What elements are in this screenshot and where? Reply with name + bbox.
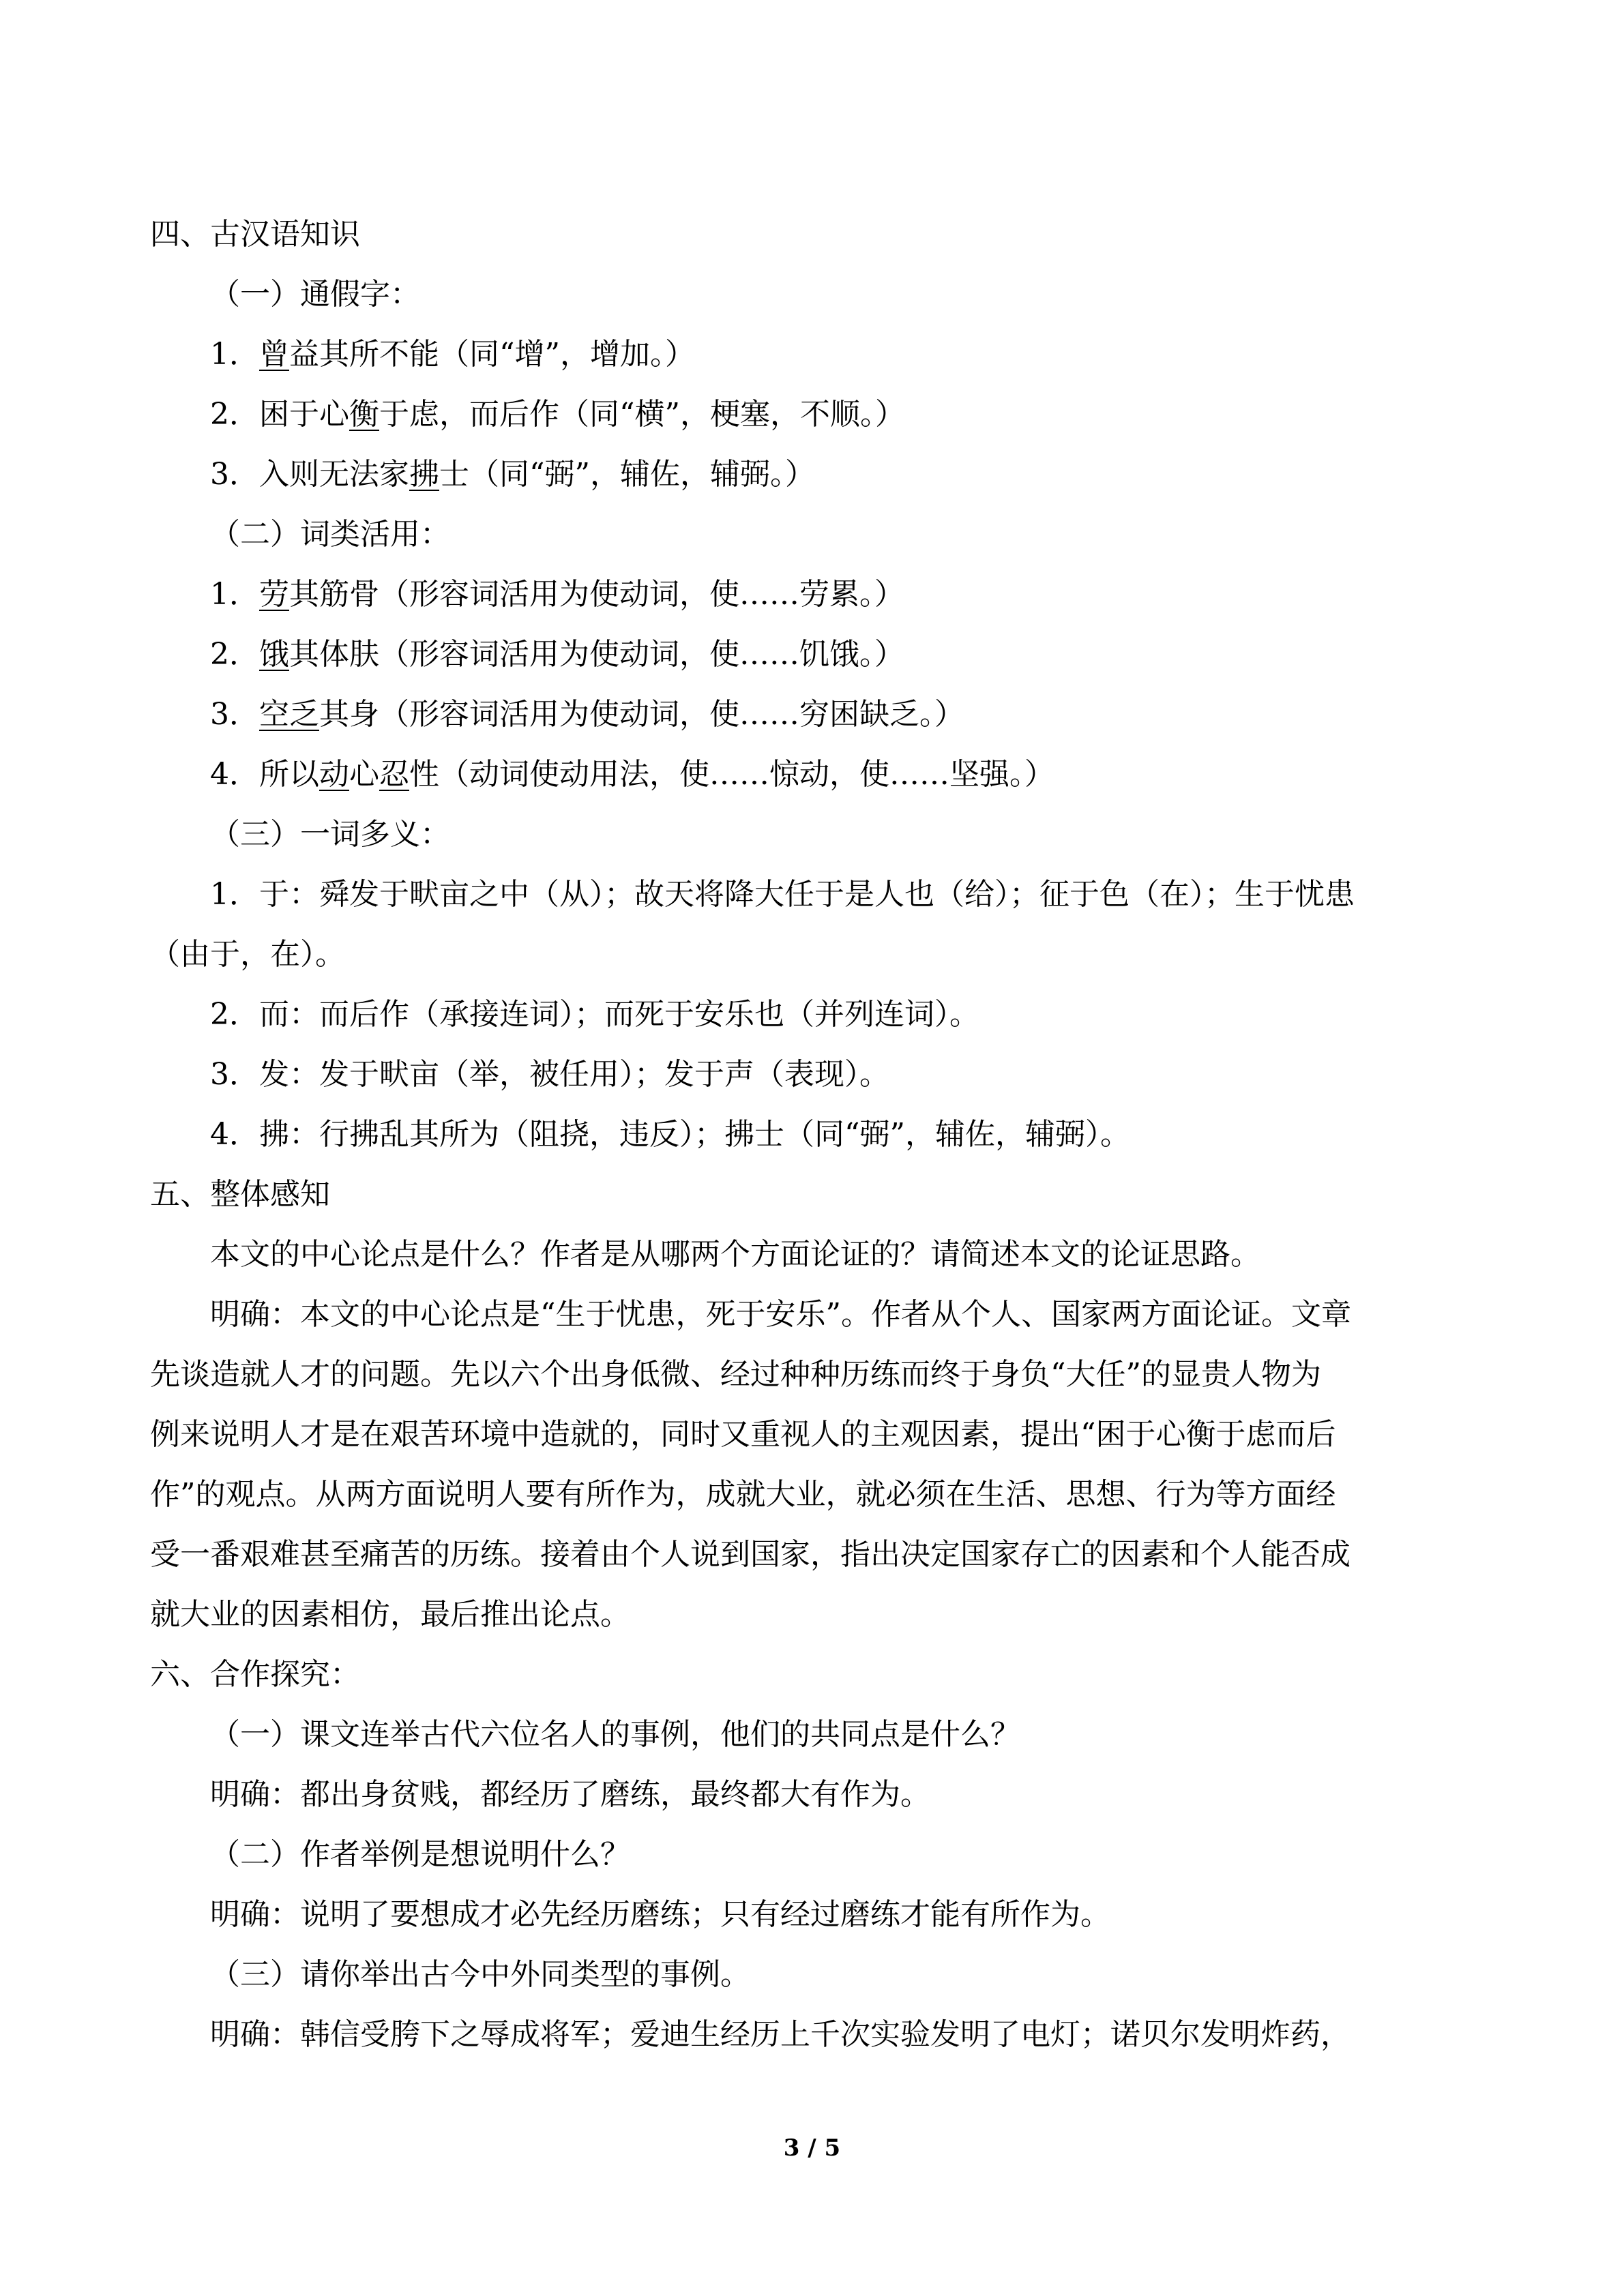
yiciduoyi-item-3: 3．发：发于畎亩（举，被任用）；发于声（表现）。 [210, 1057, 889, 1092]
section-6-question-2: （二）作者举例是想说明什么？ [210, 1837, 630, 1872]
section-6-answer-3: 明确：韩信受胯下之辱成将军；爱迪生经历上千次实验发明了电灯；诺贝尔发明炸药， [210, 2017, 1350, 2052]
section-5-question: 本文的中心论点是什么？作者是从哪两个方面论证的？请简述本文的论证思路。 [210, 1237, 1260, 1272]
cileihuoyong-item-2: 2．饿其体肤（形容词活用为使动词，使……饥饿。） [210, 637, 904, 672]
cileihuoyong-item-1: 1．劳其筋骨（形容词活用为使动词，使……劳累。） [210, 577, 904, 612]
section-5-answer-line-1: 明确：本文的中心论点是“生于忧患，死于安乐”。作者从个人、国家两方面论证。文章 [210, 1297, 1351, 1332]
cileihuoyong-item-4: 4．所以动心忍性（动词使动用法，使……惊动，使……坚强。） [210, 757, 1054, 792]
section-6-question-1: （一）课文连举古代六位名人的事例，他们的共同点是什么？ [210, 1717, 1020, 1752]
section-5-answer-line-6: 就大业的因素相仿，最后推出论点。 [150, 1597, 630, 1632]
section-5-heading: 五、整体感知 [150, 1177, 330, 1212]
section-6-heading: 六、合作探究： [150, 1657, 360, 1692]
section-4-heading: 四、古汉语知识 [150, 217, 360, 252]
section-5-answer-line-5: 受一番艰难甚至痛苦的历练。接着由个人说到国家，指出决定国家存亡的因素和个人能否成 [150, 1537, 1350, 1572]
page-number: 3 / 5 [783, 2134, 841, 2162]
yiciduoyi-item-2: 2．而：而后作（承接连词）；而死于安乐也（并列连词）。 [210, 997, 979, 1032]
subsection-yiciduoyi-heading: （三）一词多义： [210, 817, 450, 852]
yiciduoyi-item-4: 4．拂：行拂乱其所为（阻挠，违反）；拂士（同“弼”，辅佐，辅弼）。 [210, 1117, 1130, 1152]
section-6-question-3: （三）请你举出古今中外同类型的事例。 [210, 1957, 750, 1992]
page-content [150, 205, 1473, 2065]
section-5-answer-line-4: 作”的观点。从两方面说明人要有所作为，成就大业，就必须在生活、思想、行为等方面经 [150, 1477, 1336, 1512]
tongjiazi-item-1: 1．曾益其所不能（同“增”，增加。） [210, 337, 695, 372]
subsection-tongjiazi-heading: （一）通假字： [210, 277, 420, 312]
tongjiazi-item-2: 2．困于心衡于虑，而后作（同“横”，梗塞，不顺。） [210, 397, 905, 432]
cileihuoyong-item-3: 3．空乏其身（形容词活用为使动词，使……穷困缺乏。） [210, 697, 964, 732]
section-5-answer-line-3: 例来说明人才是在艰苦环境中造就的，同时又重视人的主观因素，提出“困于心衡于虑而后 [150, 1417, 1336, 1452]
section-6-answer-1: 明确：都出身贫贱，都经历了磨练，最终都大有作为。 [210, 1777, 930, 1812]
section-6-answer-2: 明确：说明了要想成才必先经历磨练；只有经过磨练才能有所作为。 [210, 1897, 1110, 1932]
yiciduoyi-item-1: 1．于：舜发于畎亩之中（从）；故天将降大任于是人也（给）；征于色（在）；生于忧患 [210, 877, 1355, 912]
yiciduoyi-item-1-continuation: （由于，在）。 [150, 937, 345, 972]
tongjiazi-item-3: 3．入则无法家拂士（同“弼”，辅佐，辅弼。） [210, 457, 815, 492]
section-5-answer-line-2: 先谈造就人才的问题。先以六个出身低微、经过种种历练而终于身负“大任”的显贵人物为 [150, 1357, 1321, 1392]
subsection-cileihuoyong-heading: （二）词类活用： [210, 517, 450, 552]
